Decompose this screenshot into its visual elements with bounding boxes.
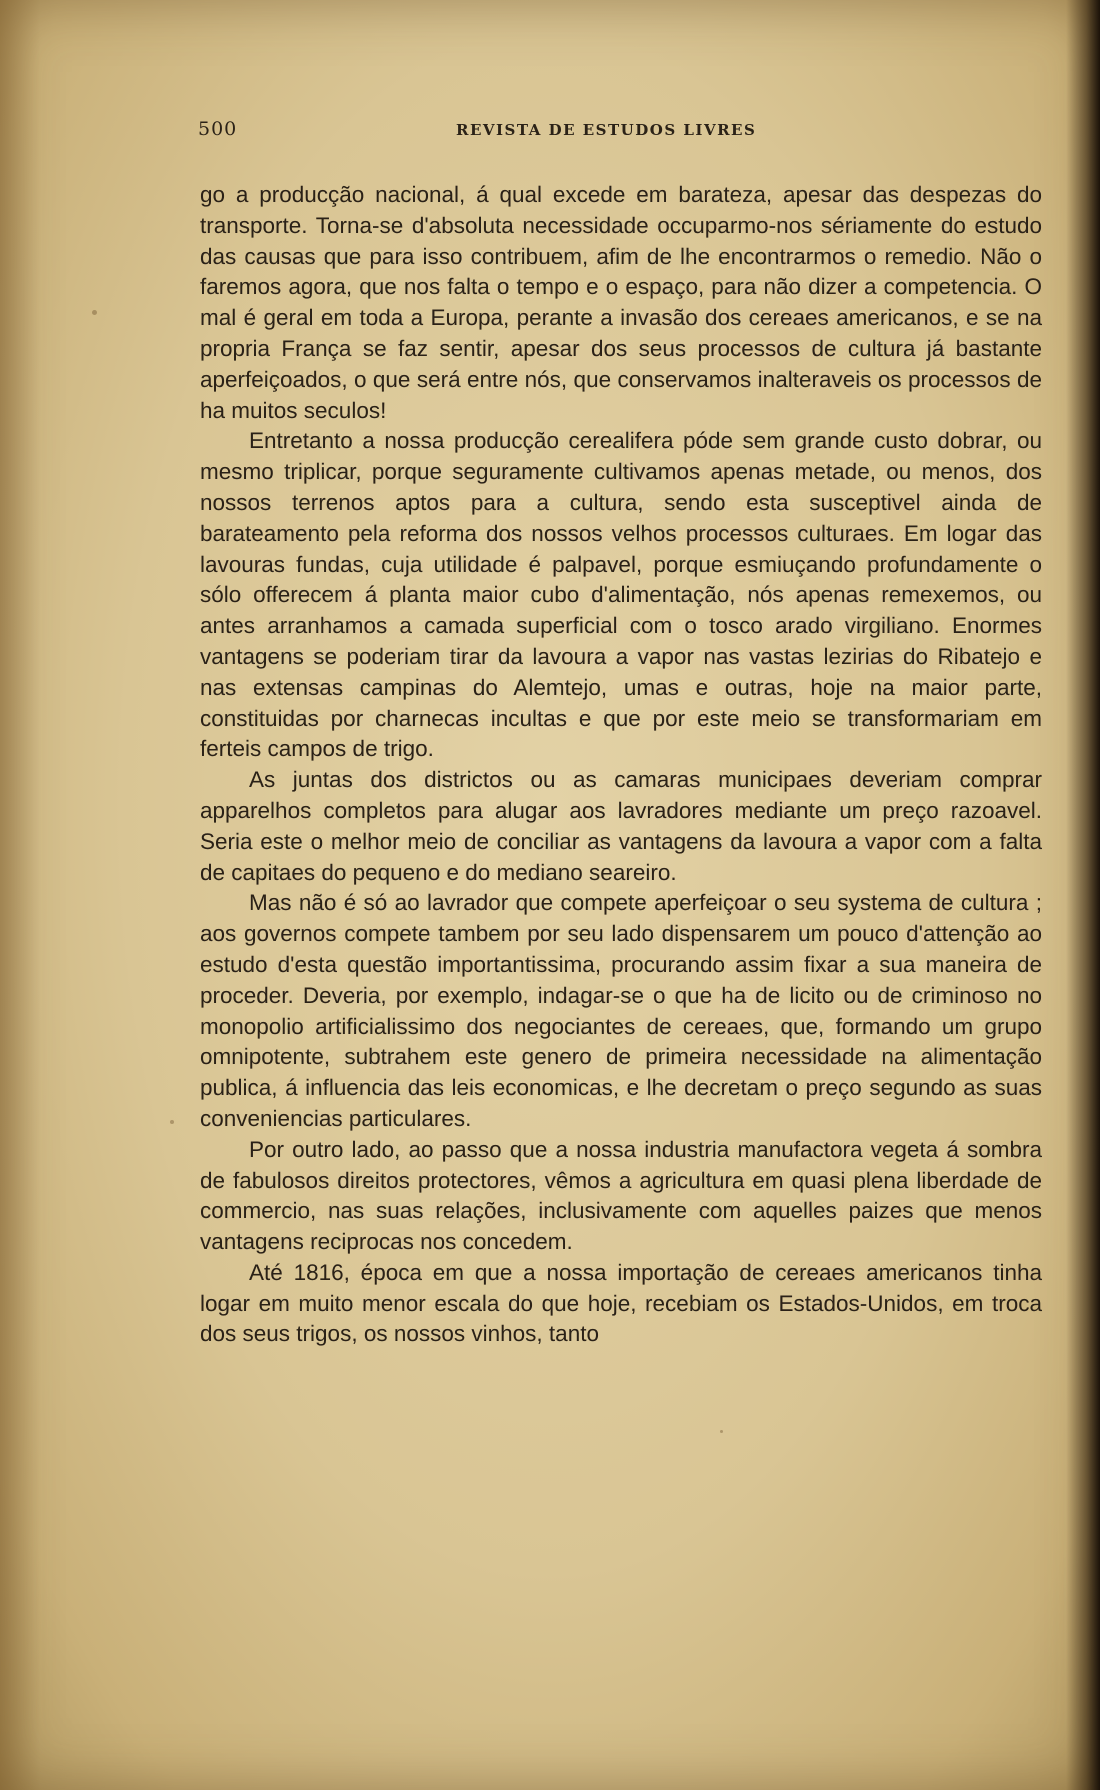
paragraph: go a producção nacional, á qual excede em barateza, apesar das despezas do transporte. Torna-se d'absoluta necessidade occuparmo-nos sériamente do estudo das causas que para isso contribuem, afim de lhe encontrarmos o remedio. Não o faremos agora, que nos falta o tempo e o espaço, para não dizer a competencia. O mal é geral em toda a Europa, perante a invasão dos cereaes americanos, e se na propria França se faz sentir, apesar dos seus processos de cultura já bastante aperfeiçoados, o que será entre nós, que conservamos inalteraveis os processos de ha muitos seculos!	[200, 182, 1042, 423]
page-number: 500	[198, 118, 238, 140]
paragraph: Por outro lado, ao passo que a nossa industria manufactora vegeta á sombra de fabulosos direitos protectores, vêmos a agricultura em quasi plena liberdade de commercio, nas suas relações, inclusivamente com aquelles paizes que menos vantagens reciprocas nos concedem.	[200, 1136, 1042, 1255]
page-binding-shadow	[1066, 0, 1100, 1790]
page-left-shade	[0, 0, 40, 1790]
running-title: REVISTA DE ESTUDOS LIVRES	[456, 121, 757, 139]
page-header	[198, 118, 1058, 148]
paragraph: Mas não é só ao lavrador que compete aperfeiçoar o seu systema de cultura ; aos governos compete tambem por seu lado dispensarem um pouco d'attenção ao estudo d'esta questão importantissima, procurando assim fixar a sua maneira de proceder. Deveria, por exemplo, indagar-se o que ha de licito ou de criminoso no monopolio artificialissimo dos negociantes de cereaes, que, formando um grupo omnipotente, subtrahem este genero de primeira necessidade na alimentação publica, á influencia das leis economicas, e lhe decretam o preço segundo as suas conveniencias particulares.	[200, 890, 1042, 1131]
paragraph: As juntas dos districtos ou as camaras municipaes deveriam comprar apparelhos completos para alugar aos lavradores mediante um preço razoavel. Seria este o melhor meio de conciliar as vantagens da lavoura a vapor com a falta de capitaes do pequeno e do mediano seareiro.	[200, 767, 1042, 885]
paragraph: Até 1816, época em que a nossa importação de cereaes americanos tinha logar em muito menor escala do que hoje, recebiam os Estados-Unidos, em troca dos seus trigos, os nossos vinhos, tanto	[200, 1259, 1042, 1347]
paper-speck	[92, 310, 97, 315]
body-text	[200, 180, 1042, 1350]
paper-speck	[720, 1430, 723, 1433]
paragraph: Entretanto a nossa producção cerealifera póde sem grande custo dobrar, ou mesmo triplicar, porque seguramente cultivamos apenas metade, ou menos, dos nossos terrenos aptos para a cultura, sendo esta susceptivel ainda de barateamento pela reforma dos nossos velhos processos culturaes. Em logar das lavouras fundas, cuja utilidade é palpavel, porque esmiuçando profundamente o sólo offerecem á planta maior cubo d'alimentação, nós apenas remexemos, ou antes arranhamos a camada superficial com o tosco arado virgiliano. Enormes vantagens se poderiam tirar da lavoura a vapor nas vastas lezirias do Ribatejo e nas extensas campinas do Alemtejo, umas e outras, hoje na maior parte, constituidas por charnecas incultas e que por este meio se transformariam em ferteis campos de trigo.	[200, 428, 1042, 762]
paper-speck	[170, 1120, 174, 1124]
